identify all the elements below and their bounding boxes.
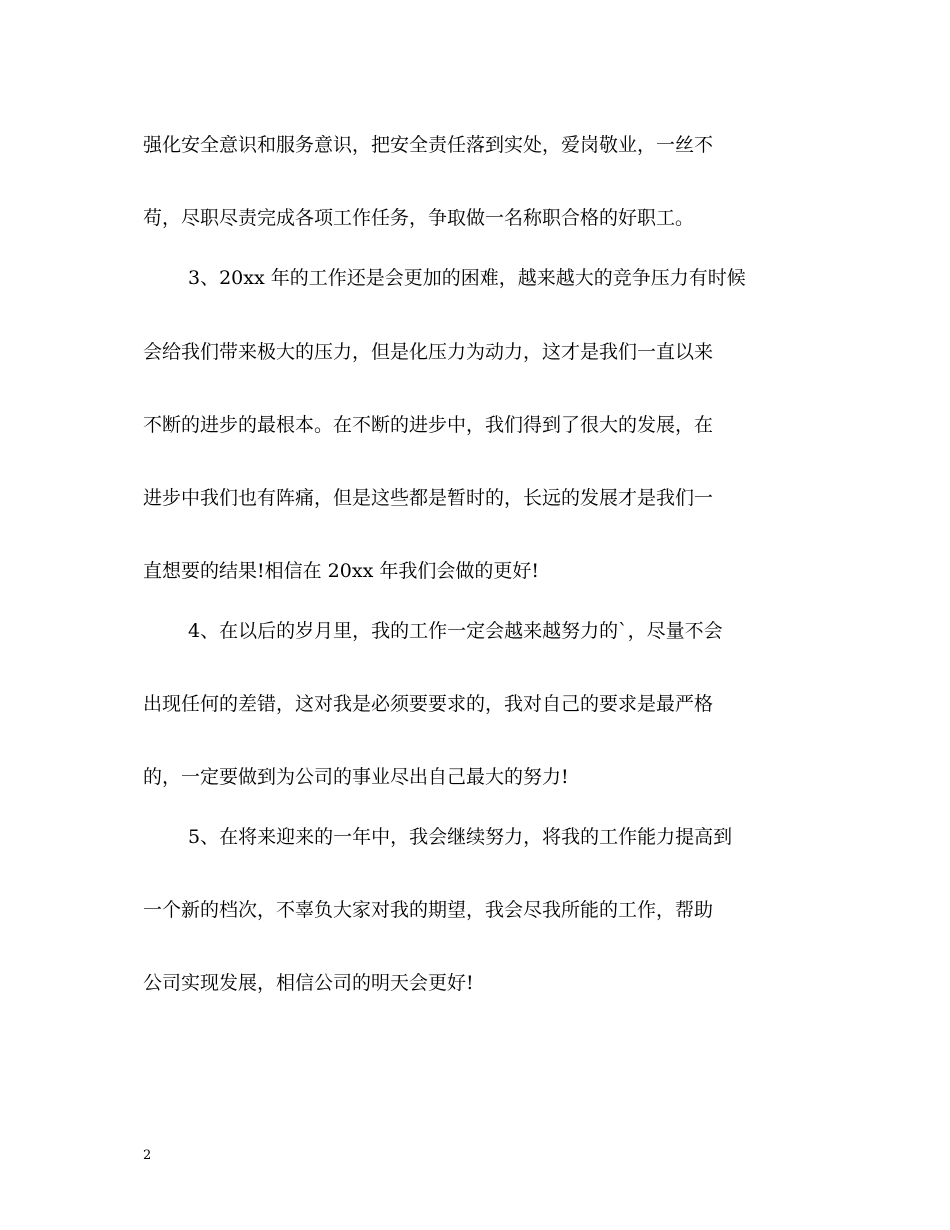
text-line: 会给我们带来极大的压力，但是化压力为动力，这才是我们一直以来 — [143, 341, 714, 363]
text-line: 直想要的结果!相信在 20xx 年我们会做的更好! — [143, 560, 539, 582]
paragraph-start-4: 4、在以后的岁月里，我的工作一定会越来越努力的`，尽量不会 — [188, 620, 723, 642]
page-number: 2 — [143, 1148, 152, 1163]
text-line: 进步中我们也有阵痛，但是这些都是暂时的，长远的发展才是我们一 — [143, 487, 714, 509]
paragraph-start-5: 5、在将来迎来的一年中，我会继续努力，将我的工作能力提高到 — [188, 826, 733, 848]
paragraph-start-3: 3、20xx 年的工作还是会更加的困难，越来越大的竞争压力有时候 — [188, 267, 746, 289]
text-line: 一个新的档次，不辜负大家对我的期望，我会尽我所能的工作，帮助 — [143, 899, 714, 921]
text-line: 公司实现发展，相信公司的明天会更好! — [143, 972, 474, 994]
text-line: 的，一定要做到为公司的事业尽出自己最大的努力! — [143, 766, 569, 788]
text-line: 不断的进步的最根本。在不断的进步中，我们得到了很大的发展，在 — [143, 414, 714, 436]
text-line: 强化安全意识和服务意识，把安全责任落到实处，爱岗敬业，一丝不 — [143, 134, 714, 156]
text-line: 出现任何的差错，这对我是必须要要求的，我对自己的要求是最严格 — [143, 693, 714, 715]
text-line: 苟，尽职尽责完成各项工作任务，争取做一名称职合格的好职工。 — [143, 207, 695, 229]
